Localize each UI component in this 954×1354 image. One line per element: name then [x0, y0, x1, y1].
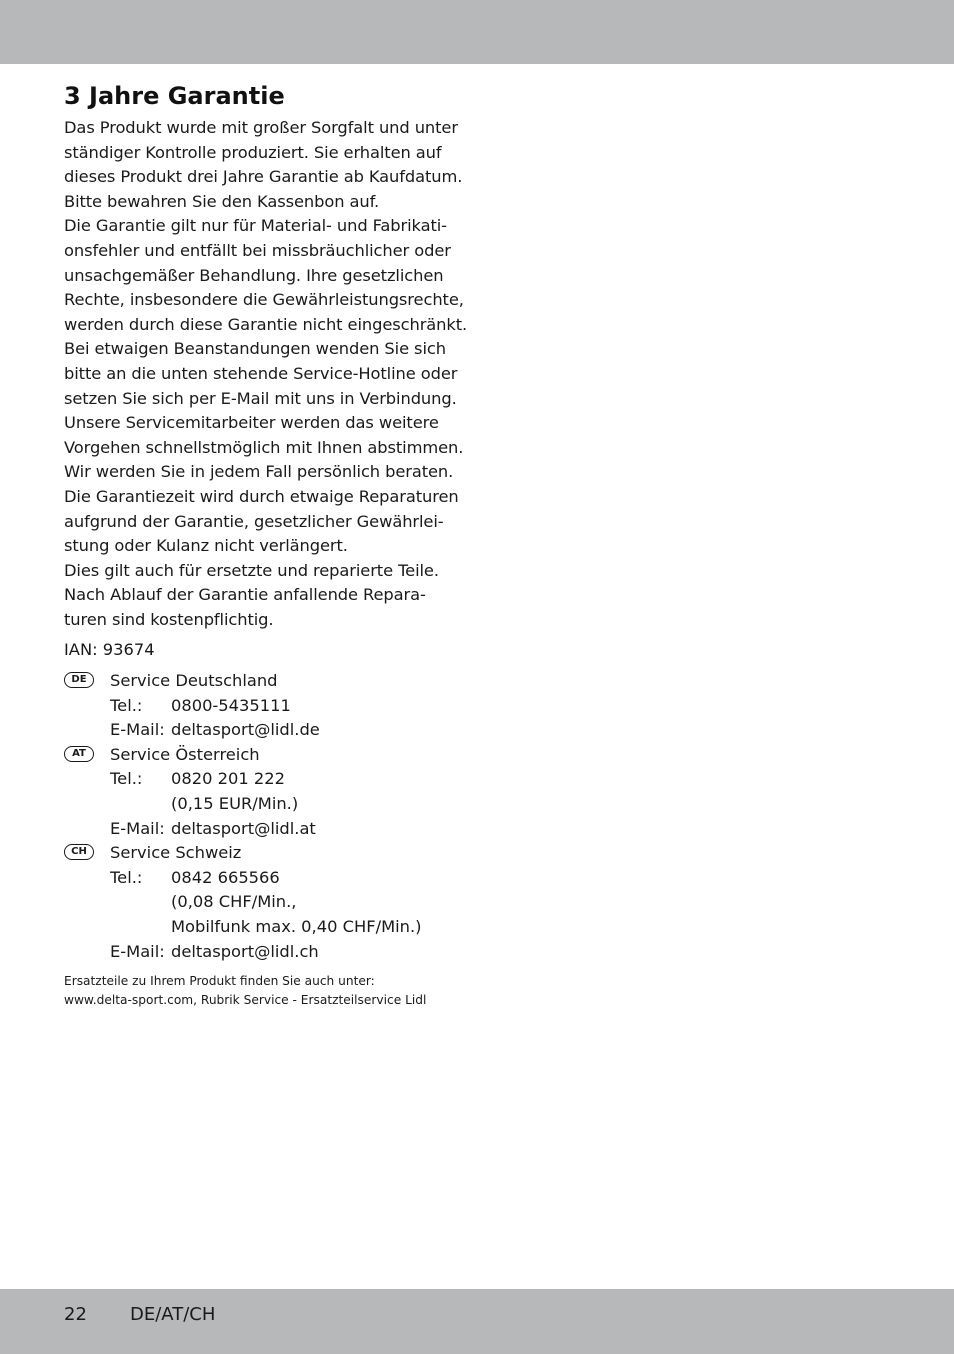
de-country-badge-icon: DE — [64, 672, 94, 688]
tel-label: Tel.: — [110, 769, 143, 789]
service-ch-tel-note-1: (0,08 CHF/Min., — [171, 892, 297, 912]
spare-parts-note — [64, 972, 484, 1010]
tel-label: Tel.: — [110, 867, 143, 887]
language-codes: DE/AT/CH — [130, 1304, 216, 1325]
ian-number: IAN: 93674 — [64, 640, 155, 660]
service-ch-tel-row — [110, 866, 484, 891]
spare-parts-note-line-1: Ersatzteile zu Ihrem Produkt finden Sie auch unter: — [64, 974, 375, 989]
mail-label: E-Mail: — [110, 720, 165, 740]
service-at-tel: 0820 201 222 — [171, 769, 285, 789]
page-title: 3 Jahre Garantie — [64, 82, 285, 110]
service-contacts — [64, 669, 484, 964]
service-de-tel-row — [110, 694, 484, 719]
service-de — [64, 669, 484, 743]
service-ch-tel-note-2: Mobilfunk max. 0,40 CHF/Min.) — [171, 917, 422, 936]
service-at-name: Service Österreich — [110, 744, 260, 764]
service-at — [64, 743, 484, 841]
spare-parts-note-line-2: www.delta-sport.com, Rubrik Service - Ersatzteilservice Lidl — [64, 993, 427, 1008]
tel-label: Tel.: — [110, 695, 143, 715]
service-de-name: Service Deutschland — [110, 671, 278, 691]
warranty-section — [64, 80, 484, 1010]
service-de-mail-row — [110, 718, 484, 743]
service-at-mail-row — [110, 817, 484, 842]
service-ch-mail-row — [110, 940, 484, 965]
service-at-tel-row — [110, 767, 484, 792]
at-country-badge-icon: AT — [64, 746, 94, 762]
top-band — [0, 0, 954, 64]
service-ch — [64, 841, 484, 964]
mail-label: E-Mail: — [110, 818, 165, 838]
mail-label: E-Mail: — [110, 941, 165, 961]
service-de-mail: deltasport@lidl.de — [171, 720, 320, 740]
warranty-text: Das Produkt wurde mit großer Sorgfalt und unter ständiger Kontrolle produziert. Sie erhalten auf dieses Produkt drei Jahre Garantie ab Kaufdatum. Bitte bewahren Sie den Kassenbon auf. Die Garantie gilt nur für Material- und Fabrikati- onsfehler und entfällt bei missbräuchlicher oder unsachgemäßer Behandlung. Ihre gesetzlichen Rechte, insbesondere die Gewährleistungsrechte, werden durch diese Garantie nicht eingeschränkt. Bei etwaigen Beanstandungen wenden Sie sich bitte an die unten stehende Service-Hotline oder setzen Sie sich per E-Mail mit uns in Verbindung. Unsere Servicemitarbeiter werden das weitere Vorgehen schnellstmöglich mit Ihnen abstimmen. Wir werden Sie in jedem Fall persönlich beraten. Die Garantiezeit wird durch etwaige Reparaturen aufgrund der Garantie, gesetzlicher Gewährlei- stung oder Kulanz nicht verlängert. Dies gilt auch für ersetzte und reparierte Teile. Nach Ablauf der Garantie anfallende Repara- turen sind kostenpflichtig. — [64, 118, 468, 629]
service-at-mail: deltasport@lidl.at — [171, 818, 316, 838]
ch-country-badge-icon: CH — [64, 844, 94, 860]
page-number: 22 — [64, 1304, 87, 1325]
service-ch-mail: deltasport@lidl.ch — [171, 941, 319, 961]
service-ch-name: Service Schweiz — [110, 843, 242, 863]
service-at-tel-note: (0,15 EUR/Min.) — [171, 794, 299, 814]
service-de-tel: 0800-5435111 — [171, 695, 291, 715]
service-ch-tel: 0842 665566 — [171, 867, 280, 887]
